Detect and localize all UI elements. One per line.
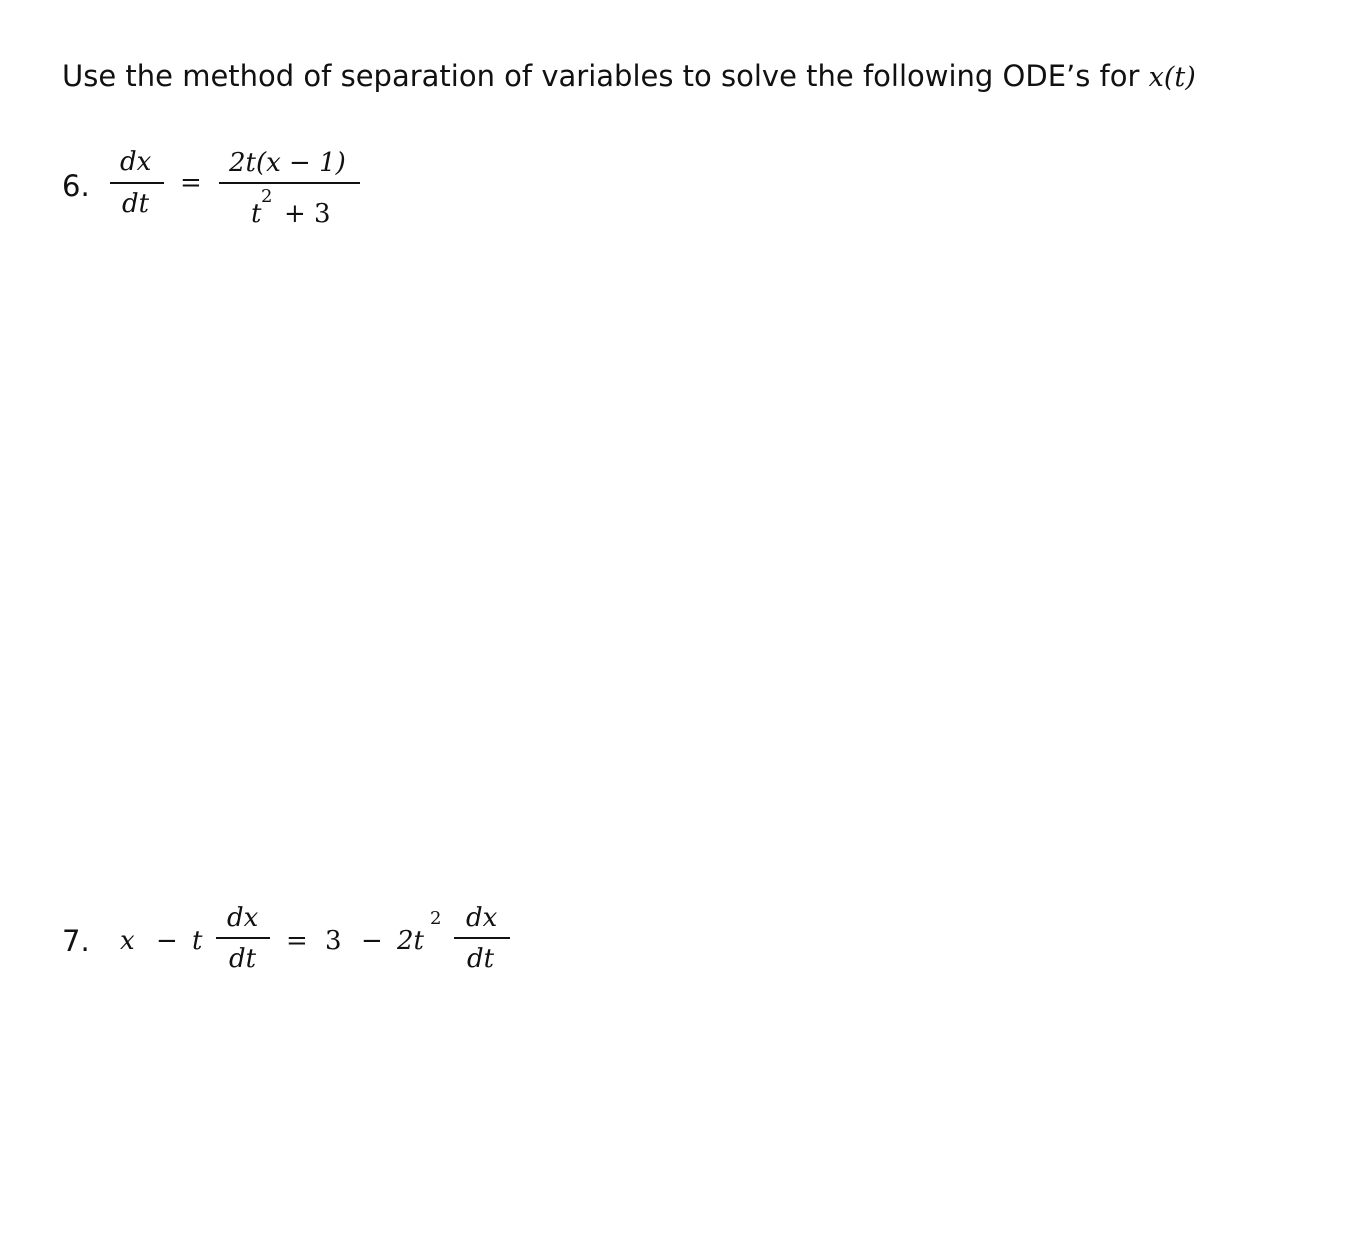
minus-sign: − — [361, 926, 383, 956]
term-x: x — [120, 926, 135, 956]
frac2-numerator: dx — [466, 903, 498, 933]
frac1-numerator: dx — [227, 903, 259, 933]
frac1-denominator: dt — [229, 944, 257, 974]
instruction-label: Use the method of separation of variables to solve the following ODE’s for — [62, 59, 1140, 93]
rhs-numerator: 2t(x − 1) — [229, 148, 346, 178]
equals-sign: = — [286, 926, 308, 956]
term-three: 3 — [325, 926, 342, 956]
instruction-math: x(t) — [1148, 62, 1196, 93]
lhs-fraction-bar — [110, 182, 164, 184]
rhs-denominator-rest: + 3 — [284, 199, 331, 229]
instruction-text — [62, 58, 1196, 96]
frac2-bar — [454, 937, 510, 939]
term-coefficient: 2t — [397, 926, 424, 956]
rhs-denominator-exponent: 2 — [261, 186, 273, 207]
problem-number: 6. — [62, 169, 90, 203]
lhs-denominator: dt — [122, 189, 150, 219]
frac1-bar — [216, 937, 270, 939]
problem-number: 7. — [62, 924, 90, 958]
term-t: t — [192, 926, 203, 956]
frac2-denominator: dt — [467, 944, 495, 974]
minus-sign: − — [156, 926, 178, 956]
rhs-fraction-bar — [219, 182, 360, 184]
rhs-denominator-base: t — [251, 199, 262, 229]
equals-sign: = — [180, 168, 202, 198]
coefficient-exponent: 2 — [430, 908, 442, 929]
lhs-numerator: dx — [120, 147, 152, 177]
